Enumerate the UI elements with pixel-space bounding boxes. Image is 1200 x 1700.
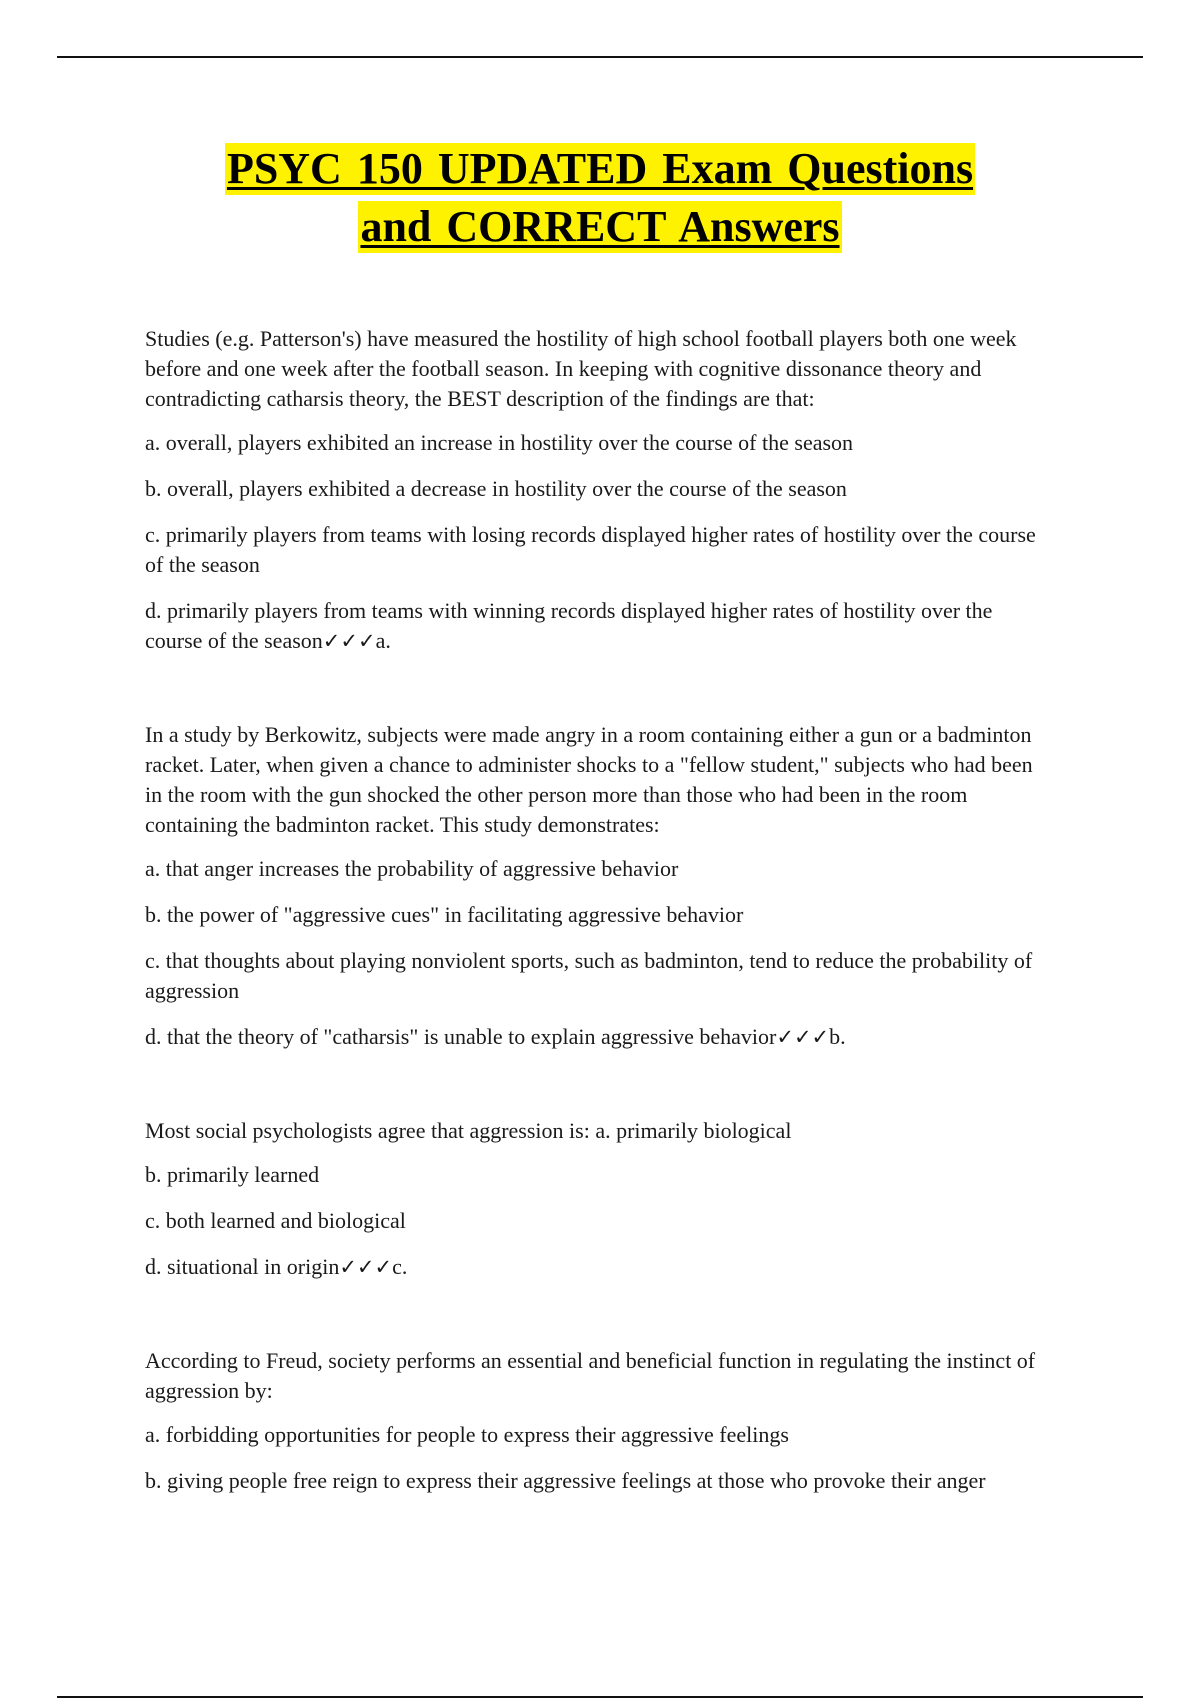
option-b: b. giving people free reign to express their aggressive feelings at those who provoke their anger	[145, 1468, 986, 1493]
question-stem: According to Freud, society performs an essential and beneficial function in regulating the instinct of aggression by:	[145, 1348, 1036, 1403]
option-a: a. forbidding opportunities for people to express their aggressive feelings	[145, 1422, 789, 1447]
document-title	[0, 140, 1200, 256]
option-b: b. the power of "aggressive cues" in facilitating aggressive behavior	[145, 902, 744, 927]
option-b: b. overall, players exhibited a decrease in hostility over the course of the season	[145, 476, 847, 501]
check-marks: ✓✓✓	[322, 629, 376, 653]
question-block-4	[145, 1346, 1055, 1496]
option-d-with-answer	[145, 596, 1055, 656]
option-c: c. that thoughts about playing nonviolent sports, such as badminton, tend to reduce the probability of aggression	[145, 948, 1033, 1003]
option-d: d. situational in origin	[145, 1254, 340, 1279]
option-c: c. both learned and biological	[145, 1208, 406, 1233]
question-block-2	[145, 720, 1055, 1052]
check-marks: ✓✓✓	[339, 1255, 393, 1279]
option-d-with-answer	[145, 1022, 1055, 1052]
question-block-1	[145, 324, 1055, 656]
title-line-1: PSYC 150 UPDATED Exam Questions	[226, 144, 974, 193]
question-block-3	[145, 1116, 1055, 1282]
bottom-rule	[57, 1696, 1143, 1698]
option-a: a. that anger increases the probability of aggressive behavior	[145, 856, 679, 881]
option-c: c. primarily players from teams with losing records displayed higher rates of hostility over the course of the season	[145, 522, 1036, 577]
check-marks: ✓✓✓	[776, 1025, 830, 1049]
answer-key: b.	[829, 1024, 846, 1049]
question-stem: In a study by Berkowitz, subjects were made angry in a room containing either a gun or a badminton racket. Later, when given a chance to administer shocks to a "fellow student," subjects who had been in the room with the gun shocked the other person more than those who had been in the room containing the badminton racket. This study demonstrates:	[145, 722, 1033, 837]
document-body	[145, 324, 1055, 1560]
top-rule	[57, 56, 1143, 58]
option-a: a. overall, players exhibited an increase in hostility over the course of the season	[145, 430, 854, 455]
question-stem: Studies (e.g. Patterson's) have measured the hostility of high school football players both one week before and one week after the football season. In keeping with cognitive dissonance theory and contradicting catharsis theory, the BEST description of the findings are that:	[145, 326, 1017, 411]
title-line-2: and CORRECT Answers	[360, 202, 840, 251]
question-stem: Most social psychologists agree that aggression is: a. primarily biological	[145, 1118, 792, 1143]
option-d: d. primarily players from teams with winning records displayed higher rates of hostility over the course of the season	[145, 598, 993, 653]
answer-key: c.	[392, 1254, 408, 1279]
option-d-with-answer	[145, 1252, 1055, 1282]
option-b: b. primarily learned	[145, 1162, 320, 1187]
answer-key: a.	[375, 628, 391, 653]
option-d: d. that the theory of "catharsis" is unable to explain aggressive behavior	[145, 1024, 777, 1049]
